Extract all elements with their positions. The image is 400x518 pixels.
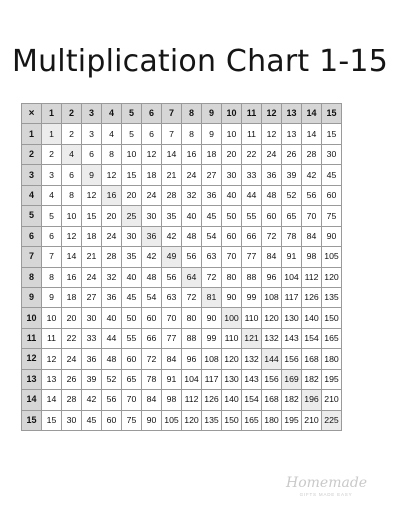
product-cell: 15: [322, 124, 342, 144]
product-cell: 48: [182, 226, 202, 246]
product-cell: 10: [222, 124, 242, 144]
table-row: [22, 165, 342, 185]
column-header-11: 11: [242, 104, 262, 124]
product-cell: 60: [262, 206, 282, 226]
product-cell: 30: [62, 410, 82, 430]
row-header-12: 12: [22, 349, 42, 369]
product-cell: 63: [162, 287, 182, 307]
column-header-13: 13: [282, 104, 302, 124]
product-cell: 4: [42, 185, 62, 205]
product-cell: 45: [322, 165, 342, 185]
product-cell: 60: [142, 308, 162, 328]
product-cell: 52: [282, 185, 302, 205]
product-cell: 64: [182, 267, 202, 287]
product-cell: 24: [182, 165, 202, 185]
product-cell: 18: [82, 226, 102, 246]
product-cell: 39: [282, 165, 302, 185]
product-cell: 99: [242, 287, 262, 307]
product-cell: 25: [122, 206, 142, 226]
product-cell: 32: [102, 267, 122, 287]
product-cell: 165: [242, 410, 262, 430]
product-cell: 49: [162, 247, 182, 267]
table-row: [22, 349, 342, 369]
product-cell: 21: [162, 165, 182, 185]
product-cell: 104: [282, 267, 302, 287]
row-header-6: 6: [22, 226, 42, 246]
product-cell: 39: [82, 369, 102, 389]
product-cell: 135: [322, 287, 342, 307]
product-cell: 70: [162, 308, 182, 328]
product-cell: 4: [62, 144, 82, 164]
table-row: [22, 144, 342, 164]
product-cell: 42: [302, 165, 322, 185]
column-header-7: 7: [162, 104, 182, 124]
table-row: [22, 185, 342, 205]
product-cell: 154: [242, 390, 262, 410]
product-cell: 182: [282, 390, 302, 410]
product-cell: 15: [42, 410, 62, 430]
product-cell: 120: [322, 267, 342, 287]
row-header-14: 14: [22, 390, 42, 410]
product-cell: 8: [182, 124, 202, 144]
product-cell: 84: [262, 247, 282, 267]
product-cell: 135: [202, 410, 222, 430]
product-cell: 56: [162, 267, 182, 287]
row-header-10: 10: [22, 308, 42, 328]
product-cell: 90: [202, 308, 222, 328]
product-cell: 50: [122, 308, 142, 328]
product-cell: 56: [302, 185, 322, 205]
product-cell: 130: [282, 308, 302, 328]
product-cell: 45: [122, 287, 142, 307]
product-cell: 98: [162, 390, 182, 410]
product-cell: 63: [202, 247, 222, 267]
product-cell: 26: [282, 144, 302, 164]
table-row: [22, 369, 342, 389]
product-cell: 35: [162, 206, 182, 226]
product-cell: 16: [62, 267, 82, 287]
product-cell: 100: [222, 308, 242, 328]
product-cell: 143: [282, 328, 302, 348]
product-cell: 55: [242, 206, 262, 226]
product-cell: 156: [282, 349, 302, 369]
product-cell: 10: [122, 144, 142, 164]
product-cell: 12: [102, 165, 122, 185]
multiplication-table: [21, 103, 342, 431]
column-header-2: 2: [62, 104, 82, 124]
product-cell: 36: [202, 185, 222, 205]
product-cell: 30: [222, 165, 242, 185]
product-cell: 8: [42, 267, 62, 287]
product-cell: 88: [182, 328, 202, 348]
product-cell: 14: [62, 247, 82, 267]
product-cell: 30: [82, 308, 102, 328]
product-cell: 10: [42, 308, 62, 328]
table-row: [22, 287, 342, 307]
product-cell: 105: [162, 410, 182, 430]
product-cell: 14: [162, 144, 182, 164]
product-cell: 20: [122, 185, 142, 205]
product-cell: 11: [42, 328, 62, 348]
product-cell: 18: [202, 144, 222, 164]
product-cell: 168: [302, 349, 322, 369]
product-cell: 40: [122, 267, 142, 287]
product-cell: 110: [242, 308, 262, 328]
product-cell: 54: [202, 226, 222, 246]
product-cell: 65: [122, 369, 142, 389]
product-cell: 40: [102, 308, 122, 328]
table-row: [22, 124, 342, 144]
product-cell: 36: [142, 226, 162, 246]
product-cell: 78: [282, 226, 302, 246]
product-cell: 32: [182, 185, 202, 205]
column-header-1: 1: [42, 104, 62, 124]
product-cell: 2: [42, 144, 62, 164]
product-cell: 210: [302, 410, 322, 430]
product-cell: 33: [82, 328, 102, 348]
product-cell: 7: [42, 247, 62, 267]
product-cell: 225: [322, 410, 342, 430]
product-cell: 72: [182, 287, 202, 307]
product-cell: 24: [262, 144, 282, 164]
row-header-15: 15: [22, 410, 42, 430]
product-cell: 36: [262, 165, 282, 185]
product-cell: 12: [142, 144, 162, 164]
table-row: [22, 247, 342, 267]
product-cell: 16: [182, 144, 202, 164]
product-cell: 22: [62, 328, 82, 348]
product-cell: 11: [242, 124, 262, 144]
row-header-4: 4: [22, 185, 42, 205]
row-header-8: 8: [22, 267, 42, 287]
row-header-7: 7: [22, 247, 42, 267]
product-cell: 27: [82, 287, 102, 307]
product-cell: 5: [42, 206, 62, 226]
product-cell: 196: [302, 390, 322, 410]
product-cell: 98: [302, 247, 322, 267]
product-cell: 75: [122, 410, 142, 430]
product-cell: 44: [242, 185, 262, 205]
product-cell: 18: [62, 287, 82, 307]
product-cell: 96: [182, 349, 202, 369]
product-cell: 180: [262, 410, 282, 430]
product-cell: 16: [102, 185, 122, 205]
column-header-6: 6: [142, 104, 162, 124]
product-cell: 70: [122, 390, 142, 410]
product-cell: 99: [202, 328, 222, 348]
product-cell: 110: [222, 328, 242, 348]
header-row: [22, 104, 342, 124]
product-cell: 42: [142, 247, 162, 267]
product-cell: 24: [142, 185, 162, 205]
product-cell: 156: [262, 369, 282, 389]
product-cell: 72: [142, 349, 162, 369]
product-cell: 84: [302, 226, 322, 246]
product-cell: 12: [42, 349, 62, 369]
product-cell: 24: [62, 349, 82, 369]
column-header-4: 4: [102, 104, 122, 124]
product-cell: 66: [142, 328, 162, 348]
product-cell: 54: [142, 287, 162, 307]
product-cell: 130: [222, 369, 242, 389]
product-cell: 9: [42, 287, 62, 307]
column-header-15: 15: [322, 104, 342, 124]
product-cell: 24: [102, 226, 122, 246]
product-cell: 30: [122, 226, 142, 246]
product-cell: 140: [302, 308, 322, 328]
product-cell: 28: [102, 247, 122, 267]
product-cell: 45: [202, 206, 222, 226]
product-cell: 121: [242, 328, 262, 348]
product-cell: 104: [182, 369, 202, 389]
product-cell: 180: [322, 349, 342, 369]
product-cell: 108: [202, 349, 222, 369]
product-cell: 1: [42, 124, 62, 144]
product-cell: 112: [302, 267, 322, 287]
product-cell: 36: [82, 349, 102, 369]
product-cell: 88: [242, 267, 262, 287]
product-cell: 28: [302, 144, 322, 164]
column-header-5: 5: [122, 104, 142, 124]
product-cell: 20: [102, 206, 122, 226]
watermark-main: Homemade: [286, 475, 368, 491]
product-cell: 77: [242, 247, 262, 267]
product-cell: 44: [102, 328, 122, 348]
product-cell: 52: [102, 369, 122, 389]
product-cell: 14: [302, 124, 322, 144]
product-cell: 108: [262, 287, 282, 307]
product-cell: 48: [142, 267, 162, 287]
product-cell: 80: [222, 267, 242, 287]
table-row: [22, 328, 342, 348]
product-cell: 168: [262, 390, 282, 410]
product-cell: 210: [322, 390, 342, 410]
product-cell: 33: [242, 165, 262, 185]
product-cell: 60: [122, 349, 142, 369]
product-cell: 24: [82, 267, 102, 287]
page-title: Multiplication Chart 1-15: [12, 44, 388, 79]
product-cell: 169: [282, 369, 302, 389]
product-cell: 13: [282, 124, 302, 144]
table-row: [22, 267, 342, 287]
table-row: [22, 226, 342, 246]
product-cell: 140: [222, 390, 242, 410]
column-header-3: 3: [82, 104, 102, 124]
product-cell: 12: [262, 124, 282, 144]
product-cell: 28: [162, 185, 182, 205]
product-cell: 36: [102, 287, 122, 307]
product-cell: 132: [262, 328, 282, 348]
product-cell: 91: [282, 247, 302, 267]
product-cell: 120: [222, 349, 242, 369]
table-row: [22, 410, 342, 430]
watermark-sub: GIFTS MADE EASY: [299, 492, 353, 497]
product-cell: 84: [142, 390, 162, 410]
product-cell: 3: [82, 124, 102, 144]
product-cell: 20: [62, 308, 82, 328]
product-cell: 15: [122, 165, 142, 185]
product-cell: 4: [102, 124, 122, 144]
product-cell: 126: [202, 390, 222, 410]
product-cell: 26: [62, 369, 82, 389]
product-cell: 96: [262, 267, 282, 287]
column-header-9: 9: [202, 104, 222, 124]
product-cell: 28: [62, 390, 82, 410]
product-cell: 77: [162, 328, 182, 348]
product-cell: 30: [142, 206, 162, 226]
product-cell: 60: [222, 226, 242, 246]
row-header-3: 3: [22, 165, 42, 185]
product-cell: 55: [122, 328, 142, 348]
product-cell: 20: [222, 144, 242, 164]
product-cell: 12: [62, 226, 82, 246]
product-cell: 9: [82, 165, 102, 185]
product-cell: 60: [102, 410, 122, 430]
product-cell: 120: [182, 410, 202, 430]
product-cell: 42: [82, 390, 102, 410]
product-cell: 105: [322, 247, 342, 267]
product-cell: 80: [182, 308, 202, 328]
product-cell: 21: [82, 247, 102, 267]
table-row: [22, 308, 342, 328]
product-cell: 90: [142, 410, 162, 430]
product-cell: 6: [142, 124, 162, 144]
product-cell: 150: [222, 410, 242, 430]
product-cell: 132: [242, 349, 262, 369]
product-cell: 40: [222, 185, 242, 205]
row-header-5: 5: [22, 206, 42, 226]
product-cell: 182: [302, 369, 322, 389]
product-cell: 90: [222, 287, 242, 307]
product-cell: 13: [42, 369, 62, 389]
product-cell: 56: [182, 247, 202, 267]
row-header-9: 9: [22, 287, 42, 307]
product-cell: 5: [122, 124, 142, 144]
product-cell: 70: [302, 206, 322, 226]
table-row: [22, 206, 342, 226]
product-cell: 30: [322, 144, 342, 164]
product-cell: 72: [202, 267, 222, 287]
product-cell: 7: [162, 124, 182, 144]
product-cell: 45: [82, 410, 102, 430]
product-cell: 66: [242, 226, 262, 246]
product-cell: 126: [302, 287, 322, 307]
product-cell: 195: [322, 369, 342, 389]
product-cell: 60: [322, 185, 342, 205]
product-cell: 15: [82, 206, 102, 226]
product-cell: 48: [262, 185, 282, 205]
product-cell: 22: [242, 144, 262, 164]
product-cell: 154: [302, 328, 322, 348]
product-cell: 90: [322, 226, 342, 246]
product-cell: 48: [102, 349, 122, 369]
product-cell: 35: [122, 247, 142, 267]
product-cell: 120: [262, 308, 282, 328]
product-cell: 27: [202, 165, 222, 185]
product-cell: 150: [322, 308, 342, 328]
product-cell: 40: [182, 206, 202, 226]
product-cell: 12: [82, 185, 102, 205]
product-cell: 165: [322, 328, 342, 348]
product-cell: 72: [262, 226, 282, 246]
product-cell: 8: [62, 185, 82, 205]
product-cell: 10: [62, 206, 82, 226]
product-cell: 3: [42, 165, 62, 185]
row-header-2: 2: [22, 144, 42, 164]
table-row: [22, 390, 342, 410]
product-cell: 50: [222, 206, 242, 226]
product-cell: 143: [242, 369, 262, 389]
product-cell: 56: [102, 390, 122, 410]
product-cell: 117: [202, 369, 222, 389]
column-header-14: 14: [302, 104, 322, 124]
column-header-12: 12: [262, 104, 282, 124]
product-cell: 42: [162, 226, 182, 246]
product-cell: 14: [42, 390, 62, 410]
product-cell: 112: [182, 390, 202, 410]
watermark-logo: [286, 476, 366, 498]
row-header-13: 13: [22, 369, 42, 389]
product-cell: 2: [62, 124, 82, 144]
product-cell: 84: [162, 349, 182, 369]
product-cell: 117: [282, 287, 302, 307]
product-cell: 18: [142, 165, 162, 185]
product-cell: 75: [322, 206, 342, 226]
product-cell: 144: [262, 349, 282, 369]
product-cell: 81: [202, 287, 222, 307]
product-cell: 6: [82, 144, 102, 164]
corner-cell: ×: [22, 104, 42, 124]
column-header-8: 8: [182, 104, 202, 124]
product-cell: 65: [282, 206, 302, 226]
row-header-1: 1: [22, 124, 42, 144]
product-cell: 70: [222, 247, 242, 267]
row-header-11: 11: [22, 328, 42, 348]
product-cell: 6: [42, 226, 62, 246]
product-cell: 195: [282, 410, 302, 430]
product-cell: 6: [62, 165, 82, 185]
product-cell: 9: [202, 124, 222, 144]
column-header-10: 10: [222, 104, 242, 124]
product-cell: 91: [162, 369, 182, 389]
product-cell: 8: [102, 144, 122, 164]
product-cell: 78: [142, 369, 162, 389]
